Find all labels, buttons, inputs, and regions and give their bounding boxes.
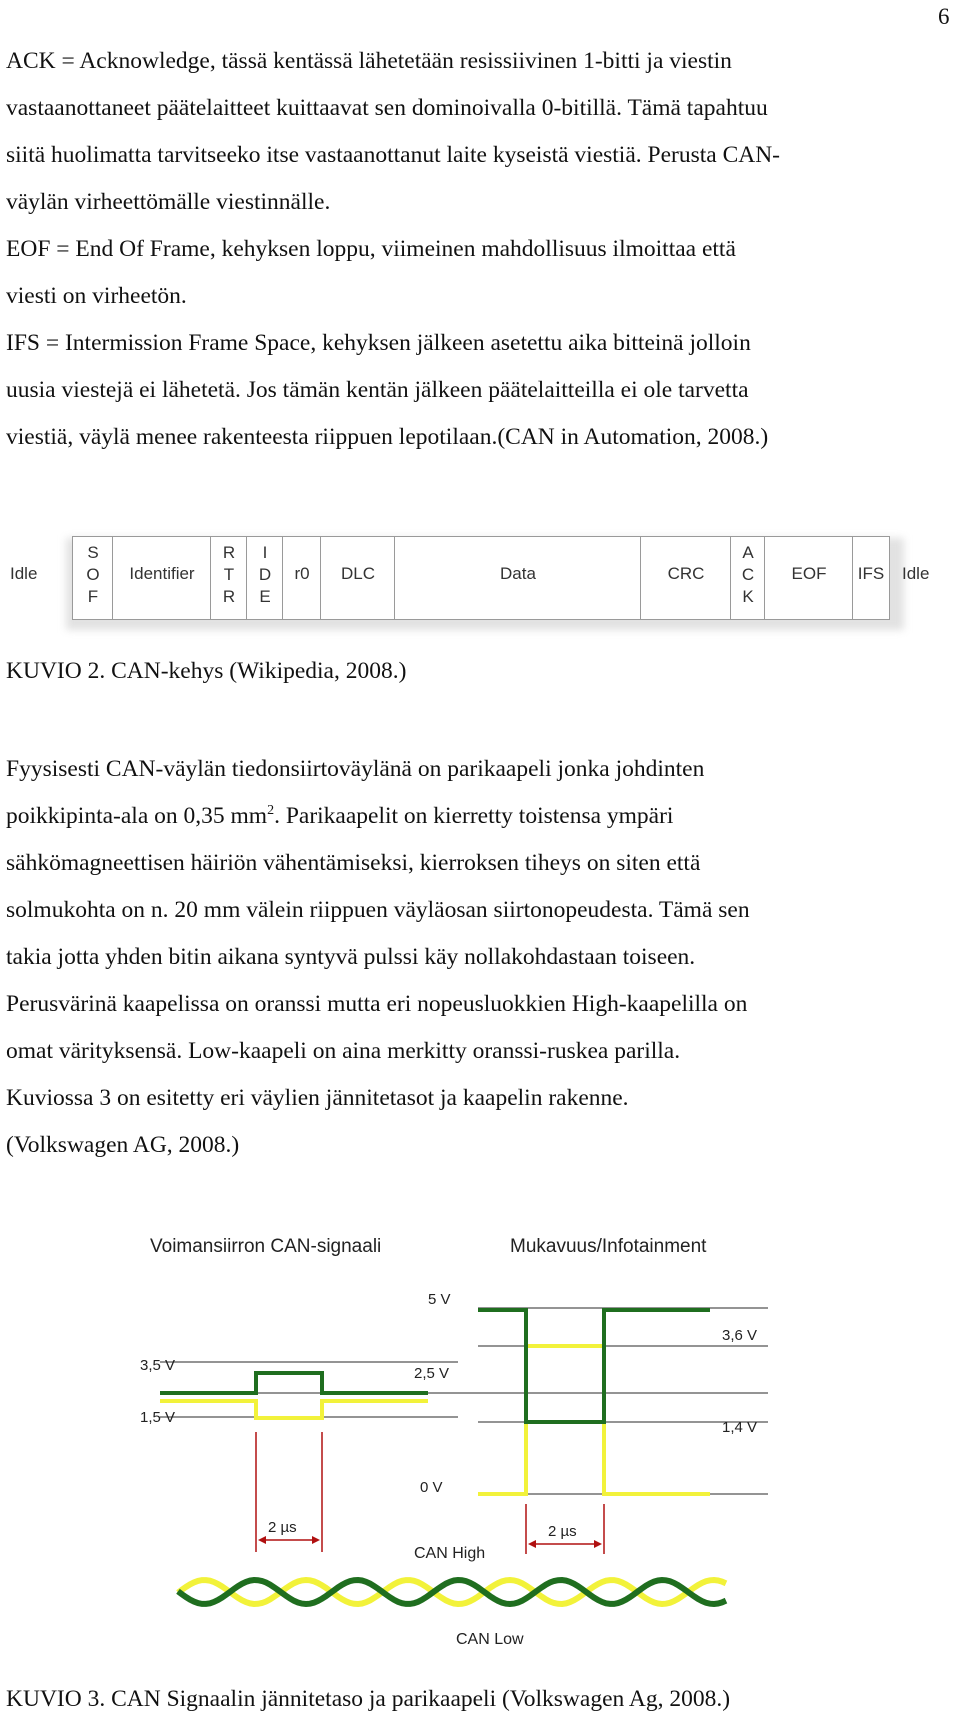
page-number: 6 [938,4,950,29]
paragraph-frame-fields [6,38,936,461]
text-line: Kuviossa 3 on esitetty eri väylien jännitetasot ja kaapelin rakenne. [6,1085,629,1111]
arrow-right-icon [594,1540,602,1548]
text-line: IFS = Intermission Frame Space, kehyksen jälkeen asetettu aika bitteinä jolloin [6,330,751,356]
text-line: Fyysisesti CAN-väylän tiedonsiirtoväylänä on parikaapeli jonka johdinten [6,756,705,782]
text-line: väylän virheettömälle viestinnälle. [6,189,331,215]
field-ide: I D E [258,543,272,606]
field-idle-end: Idle [902,564,930,583]
arrow-left-icon [528,1540,536,1548]
left-can-high [160,1373,428,1393]
label-5v: 5 V [428,1291,451,1308]
field-crc: CRC [667,564,705,583]
field-dlc: DLC [340,564,375,583]
text-line: viesti on virheetön. [6,283,187,309]
superscript: 2 [267,803,275,819]
right-can-high [478,1310,710,1422]
left-can-low [160,1401,428,1418]
arrow-left-icon [258,1536,266,1544]
field-ack: A C K [741,543,755,606]
label-3v6: 3,6 V [722,1327,758,1344]
label-3v5: 3,5 V [140,1357,176,1374]
right-bit-time: 2 µs [548,1523,577,1540]
can-signal-diagram [128,1222,820,1652]
label-can-low: CAN Low [456,1631,524,1648]
arrow-right-icon [312,1536,320,1544]
left-bit-time: 2 µs [268,1519,297,1536]
text-line: siitä huolimatta tarvitseeko itse vastaanottanut laite kyseistä viestiä. Perusta CAN- [6,142,781,168]
figure2-caption: KUVIO 2. CAN-kehys (Wikipedia, 2008.) [6,658,407,684]
field-ifs: IFS [857,564,885,583]
text-line: omat värityksensä. Low-kaapeli on aina merkitty oranssi-ruskea parilla. [6,1038,681,1064]
left-title: Voimansiirron CAN-signaali [150,1236,382,1257]
text-line: EOF = End Of Frame, kehyksen loppu, viimeinen mahdollisuus ilmoittaa että [6,236,736,262]
field-r0: r0 [294,564,310,583]
text-line: sähkömagneettisen häiriön vähentämiseksi, kierroksen tiheys on siten että [6,850,701,876]
text-line: poikkipinta-ala on 0,35 $mm^2$. Parikaapelit on kierretty toistensa ympäri [6,803,674,829]
text-line: (Volkswagen AG, 2008.) [6,1132,240,1158]
field-idle-start: Idle [10,564,38,583]
label-2v5: 2,5 V [414,1365,450,1382]
right-title: Mukavuus/Infotainment [510,1236,707,1257]
field-identifier: Identifier [129,564,195,583]
field-rtr: R T R [222,543,236,606]
text-line: solmukohta on n. 20 mm välein riippuen väyläosan siirtonopeudesta. Tämä sen [6,897,750,923]
label-0v: 0 V [420,1479,443,1496]
text-line: takia jotta yhden bitin aikana syntyvä pulssi käy nollakohdastaan toiseen. [6,944,696,970]
can-frame-figure [6,528,944,636]
text-line: viestiä, väylä menee rakenteesta riippuen lepotilaan.(CAN in Automation, 2008.) [6,424,769,450]
label-1v4: 1,4 V [722,1419,758,1436]
can-signal-figure [128,1222,820,1652]
field-sof: S O F [86,543,100,606]
text-line: ACK = Acknowledge, tässä kentässä lähetetään resissiivinen 1-bitti ja viestin [6,48,732,74]
paragraph-physical-layer [6,746,936,1169]
text-line: uusia viestejä ei lähetetä. Jos tämän kentän jälkeen päätelaitteilla ei ole tarvetta [6,377,749,403]
field-eof: EOF [791,564,827,583]
label-can-high: CAN High [414,1545,486,1562]
text-line: Perusvärinä kaapelissa on oranssi mutta eri nopeusluokkien High-kaapelilla on [6,991,748,1017]
label-1v5: 1,5 V [140,1409,176,1426]
field-data: Data [500,564,536,583]
figure3-caption: KUVIO 3. CAN Signaalin jännitetaso ja parikaapeli (Volkswagen Ag, 2008.) [6,1686,731,1712]
text-line: vastaanottaneet päätelaitteet kuittaavat sen dominoivalla 0-bitillä. Tämä tapahtuu [6,95,768,121]
